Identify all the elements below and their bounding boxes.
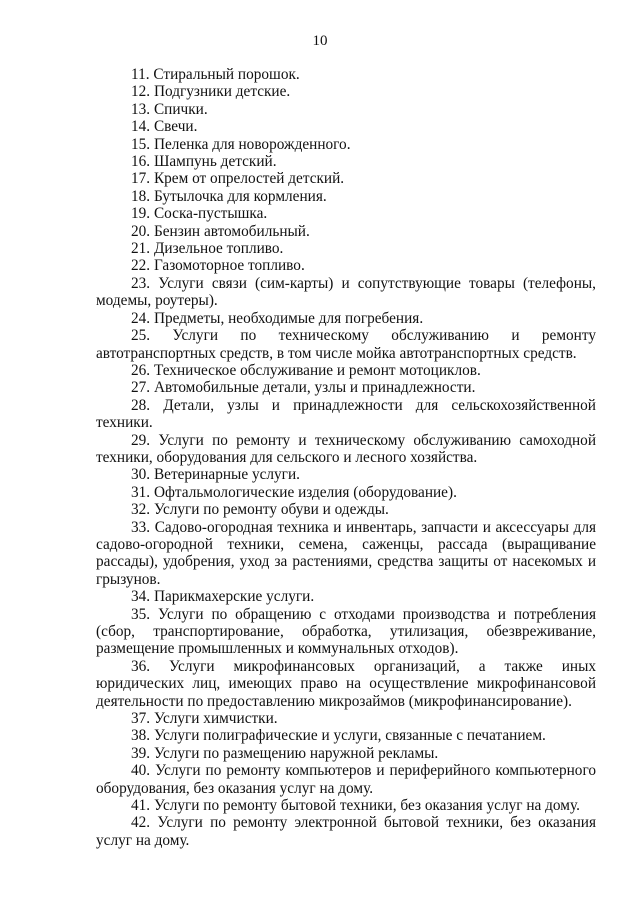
list-item: 41. Услуги по ремонту бытовой техники, без оказания услуг на дому. xyxy=(131,797,580,815)
list-item: 36. Услуги микрофинансовых организаций, а также иных юридических лиц, имеющих право на осуществление микрофинансовой деятельности по предоставлению микрозаймов (микрофинансирование). xyxy=(96,657,596,710)
list-item: 29. Услуги по ремонту и техническому обслуживанию самоходной техники, оборудования для сельского и лесного хозяйства. xyxy=(96,431,596,466)
list-item: 26. Техническое обслуживание и ремонт мотоциклов. xyxy=(131,361,481,379)
list-item: 17. Крем от опрелостей детский. xyxy=(131,170,345,188)
list-item: 24. Предметы, необходимые для погребения. xyxy=(131,309,424,327)
list-item: 18. Бутылочка для кормления. xyxy=(131,187,327,205)
list-item: 37. Услуги химчистки. xyxy=(131,710,278,728)
list-item: 12. Подгузники детские. xyxy=(131,83,291,101)
list-item: 21. Дизельное топливо. xyxy=(131,240,284,258)
list-item: 31. Офтальмологические изделия (оборудование). xyxy=(131,483,457,501)
list-item: 34. Парикмахерские услуги. xyxy=(131,588,315,606)
list-item: 39. Услуги по размещению наружной рекламы. xyxy=(131,744,439,762)
list-item: 19. Соска-пустышка. xyxy=(131,205,268,223)
list-item: 13. Спички. xyxy=(131,100,208,118)
list-item: 30. Ветеринарные услуги. xyxy=(131,466,300,484)
list-item: 23. Услуги связи (сим-карты) и сопутствующие товары (телефоны, модемы, роутеры). xyxy=(96,274,596,310)
list-item: 32. Услуги по ремонту обуви и одежды. xyxy=(131,501,389,519)
list-item: 40. Услуги по ремонту компьютеров и периферийного компьютерного оборудования, без оказания услуг на дому. xyxy=(96,762,596,797)
list-item: 28. Детали, узлы и принадлежности для сельскохозяйственной техники. xyxy=(96,396,596,432)
list-item: 38. Услуги полиграфические и услуги, связанные с печатанием. xyxy=(131,727,546,745)
list-item: 16. Шампунь детский. xyxy=(131,153,277,171)
list-item: 11. Стиральный порошок. xyxy=(131,66,300,83)
list-item: 22. Газомоторное топливо. xyxy=(131,257,305,275)
list-item: 27. Автомобильные детали, узлы и принадлежности. xyxy=(131,379,476,397)
list-item: 42. Услуги по ремонту электронной бытовой техники, без оказания услуг на дому. xyxy=(96,814,596,849)
item-list xyxy=(96,66,596,849)
list-item: 20. Бензин автомобильный. xyxy=(131,222,310,240)
list-item: 35. Услуги по обращению с отходами производства и потребления (сбор, транспортирование, обработка, утилизация, обезвреживание, размещение промышленных и коммунальных отходов). xyxy=(96,605,596,658)
list-item: 25. Услуги по техническому обслуживанию и ремонту автотранспортных средств, в том числе мойка автотранспортных средств. xyxy=(96,327,596,362)
list-item: 14. Свечи. xyxy=(131,118,198,136)
page-number: 10 xyxy=(312,33,328,49)
list-item: 33. Садово-огородная техника и инвентарь, запчасти и аксессуары для садово-огородной техники, семена, саженцы, рассада (выращивание рассады), удобрения, уход за растениями, средства защиты от насекомых и грызунов. xyxy=(96,518,596,588)
list-item: 15. Пеленка для новорожденного. xyxy=(131,135,351,153)
